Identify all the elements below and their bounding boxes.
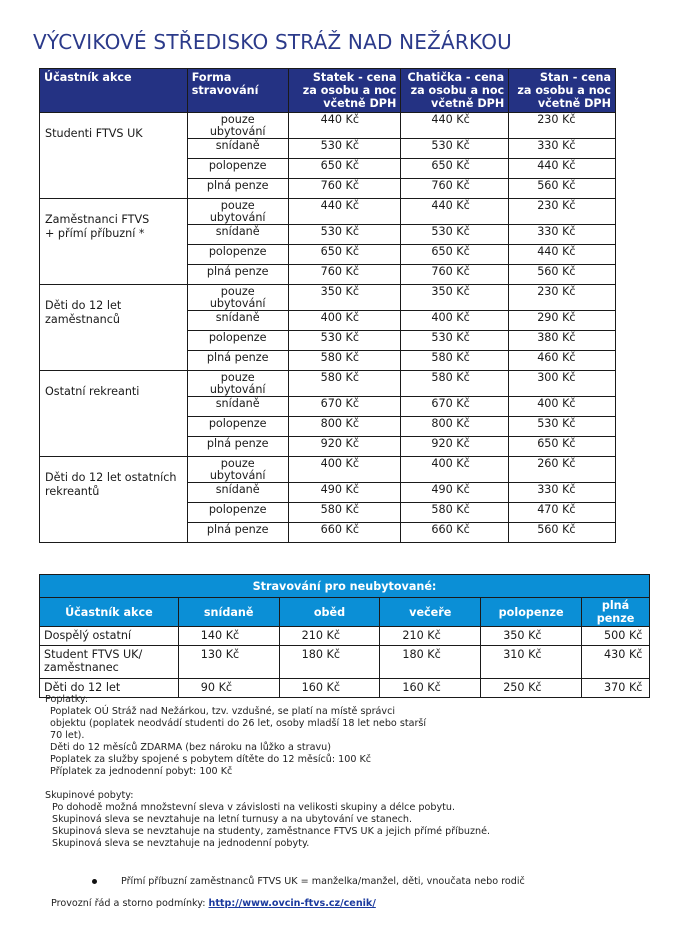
meal-form-cell: plná penze: [187, 523, 288, 543]
participant-cell: Studenti FTVS UK: [40, 113, 188, 199]
table-row: [40, 646, 650, 679]
statek-price-cell: 530 Kč: [288, 139, 401, 159]
meal-form-cell: polopenze: [187, 503, 288, 523]
participant-cell: Děti do 12 let: [40, 679, 179, 698]
fee-line: Příplatek za jednodenní pobyt: 100 Kč: [50, 766, 233, 777]
stan-price-cell: 230 Kč: [509, 285, 616, 311]
statek-price-cell: 440 Kč: [288, 199, 401, 225]
meal-form-cell: polopenze: [187, 417, 288, 437]
meal-form-cell: snídaně: [187, 139, 288, 159]
statek-price-cell: 580 Kč: [288, 503, 401, 523]
meals-header-cell: polopenze: [481, 598, 582, 627]
fee-line: Poplatek OÚ Stráž nad Nežárkou, tzv. vzdušné, se platí na místě správci: [50, 706, 396, 717]
meal-price-cell: 430 Kč: [582, 646, 650, 679]
statek-price-cell: 650 Kč: [288, 159, 401, 179]
statek-price-cell: 760 Kč: [288, 265, 401, 285]
table-row: [40, 371, 616, 397]
header-stan: Stan - cena za osobu a noc včetně DPH: [509, 69, 616, 113]
statek-price-cell: 670 Kč: [288, 397, 401, 417]
meal-price-cell: 160 Kč: [380, 679, 481, 698]
participant-cell: Student FTVS UK/ zaměstnanec: [40, 646, 179, 679]
meal-price-cell: 160 Kč: [279, 679, 380, 698]
meal-form-cell: plná penze: [187, 437, 288, 457]
stan-price-cell: 330 Kč: [509, 139, 616, 159]
fees-heading: Poplatky:: [45, 694, 89, 705]
chaticka-price-cell: 490 Kč: [401, 483, 509, 503]
chaticka-price-cell: 580 Kč: [401, 371, 509, 397]
chaticka-price-cell: 800 Kč: [401, 417, 509, 437]
statek-price-cell: 650 Kč: [288, 245, 401, 265]
page-title: VÝCVIKOVÉ STŘEDISKO STRÁŽ NAD NEŽÁRKOU: [33, 30, 513, 54]
meal-price-cell: 180 Kč: [380, 646, 481, 679]
fee-line: Poplatek za služby spojené s pobytem dítěte do 12 měsíců: 100 Kč: [50, 754, 372, 765]
meal-form-cell: pouze ubytování: [187, 285, 288, 311]
meals-header-cell: snídaně: [178, 598, 279, 627]
meal-price-cell: 350 Kč: [481, 627, 582, 646]
meal-form-cell: polopenze: [187, 245, 288, 265]
group-line: Po dohodě možná množstevní sleva v závislosti na velikosti skupiny a délce pobytu.: [52, 802, 456, 813]
chaticka-price-cell: 530 Kč: [401, 225, 509, 245]
group-line: Skupinová sleva se nevztahuje na jednodenní pobyty.: [52, 838, 310, 849]
fee-line: Děti do 12 měsíců ZDARMA (bez nároku na lůžko a stravu): [50, 742, 331, 753]
meal-price-cell: 250 Kč: [481, 679, 582, 698]
statek-price-cell: 660 Kč: [288, 523, 401, 543]
stan-price-cell: 330 Kč: [509, 483, 616, 503]
meal-form-cell: polopenze: [187, 159, 288, 179]
meal-price-cell: 180 Kč: [279, 646, 380, 679]
pricing-header-row: [40, 69, 616, 113]
stan-price-cell: 300 Kč: [509, 371, 616, 397]
chaticka-price-cell: 400 Kč: [401, 457, 509, 483]
table-row: [40, 113, 616, 139]
chaticka-price-cell: 580 Kč: [401, 351, 509, 371]
statek-price-cell: 920 Kč: [288, 437, 401, 457]
stan-price-cell: 560 Kč: [509, 179, 616, 199]
bullet-icon: [92, 879, 97, 884]
chaticka-price-cell: 760 Kč: [401, 179, 509, 199]
chaticka-price-cell: 760 Kč: [401, 265, 509, 285]
stan-price-cell: 440 Kč: [509, 245, 616, 265]
group-line: Skupinová sleva se nevztahuje na studenty, zaměstnance FTVS UK a jejich přímé příbuzné.: [52, 826, 491, 837]
stan-price-cell: 560 Kč: [509, 523, 616, 543]
chaticka-price-cell: 650 Kč: [401, 159, 509, 179]
stan-price-cell: 290 Kč: [509, 311, 616, 331]
meals-header-cell: plná penze: [582, 598, 650, 627]
meal-form-cell: plná penze: [187, 265, 288, 285]
stan-price-cell: 330 Kč: [509, 225, 616, 245]
meals-header-row: [40, 598, 650, 627]
meal-price-cell: 500 Kč: [582, 627, 650, 646]
meals-table: [39, 574, 650, 698]
meal-form-cell: snídaně: [187, 311, 288, 331]
participant-cell: Děti do 12 let zaměstnanců: [40, 285, 188, 371]
meal-price-cell: 210 Kč: [380, 627, 481, 646]
footer-label: Provozní řád a storno podmínky:: [51, 898, 209, 909]
meal-price-cell: 140 Kč: [178, 627, 279, 646]
table-row: [40, 627, 650, 646]
relatives-note: [92, 876, 525, 887]
statek-price-cell: 400 Kč: [288, 311, 401, 331]
meal-price-cell: 310 Kč: [481, 646, 582, 679]
chaticka-price-cell: 350 Kč: [401, 285, 509, 311]
table-row: [40, 285, 616, 311]
header-meal-form: Forma stravování: [187, 69, 288, 113]
meal-form-cell: polopenze: [187, 331, 288, 351]
stan-price-cell: 530 Kč: [509, 417, 616, 437]
meal-form-cell: snídaně: [187, 483, 288, 503]
meals-header-cell: večeře: [380, 598, 481, 627]
stan-price-cell: 440 Kč: [509, 159, 616, 179]
stan-price-cell: 230 Kč: [509, 113, 616, 139]
chaticka-price-cell: 920 Kč: [401, 437, 509, 457]
statek-price-cell: 760 Kč: [288, 179, 401, 199]
notes: [45, 694, 490, 850]
chaticka-price-cell: 670 Kč: [401, 397, 509, 417]
statek-price-cell: 530 Kč: [288, 331, 401, 351]
group-line: Skupinová sleva se nevztahuje na letní turnusy a na ubytování ve stanech.: [52, 814, 413, 825]
header-chaticka: Chatička - cena za osobu a noc včetně DPH: [401, 69, 509, 113]
meal-price-cell: 130 Kč: [178, 646, 279, 679]
statek-price-cell: 440 Kč: [288, 113, 401, 139]
table-row: [40, 457, 616, 483]
stan-price-cell: 470 Kč: [509, 503, 616, 523]
meal-form-cell: pouze ubytování: [187, 457, 288, 483]
meal-form-cell: pouze ubytování: [187, 113, 288, 139]
chaticka-price-cell: 440 Kč: [401, 199, 509, 225]
meal-price-cell: 370 Kč: [582, 679, 650, 698]
statek-price-cell: 530 Kč: [288, 225, 401, 245]
header-participant: Účastník akce: [40, 69, 188, 113]
fee-line: objektu (poplatek neodvádí studenti do 26 let, osoby mladší 18 let nebo starší: [50, 718, 427, 729]
participant-cell: Ostatní rekreanti: [40, 371, 188, 457]
chaticka-price-cell: 660 Kč: [401, 523, 509, 543]
statek-price-cell: 580 Kč: [288, 371, 401, 397]
chaticka-price-cell: 440 Kč: [401, 113, 509, 139]
participant-cell: Děti do 12 let ostatních rekreantů: [40, 457, 188, 543]
statek-price-cell: 350 Kč: [288, 285, 401, 311]
statek-price-cell: 400 Kč: [288, 457, 401, 483]
chaticka-price-cell: 530 Kč: [401, 139, 509, 159]
stan-price-cell: 400 Kč: [509, 397, 616, 417]
fee-line: 70 let).: [50, 730, 85, 741]
chaticka-price-cell: 650 Kč: [401, 245, 509, 265]
stan-price-cell: 260 Kč: [509, 457, 616, 483]
participant-cell: Zaměstnanci FTVS + přímí příbuzní *: [40, 199, 188, 285]
table-row: [40, 199, 616, 225]
stan-price-cell: 560 Kč: [509, 265, 616, 285]
meal-price-cell: 90 Kč: [178, 679, 279, 698]
stan-price-cell: 230 Kč: [509, 199, 616, 225]
stan-price-cell: 650 Kč: [509, 437, 616, 457]
meal-form-cell: plná penze: [187, 179, 288, 199]
chaticka-price-cell: 580 Kč: [401, 503, 509, 523]
footer: [51, 898, 376, 909]
statek-price-cell: 490 Kč: [288, 483, 401, 503]
meals-table-caption: Stravování pro neubytované:: [40, 575, 650, 598]
pricing-table: [39, 68, 616, 543]
stan-price-cell: 380 Kč: [509, 331, 616, 351]
statek-price-cell: 800 Kč: [288, 417, 401, 437]
meal-form-cell: snídaně: [187, 225, 288, 245]
meal-form-cell: snídaně: [187, 397, 288, 417]
meal-form-cell: pouze ubytování: [187, 199, 288, 225]
chaticka-price-cell: 530 Kč: [401, 331, 509, 351]
participant-cell: Dospělý ostatní: [40, 627, 179, 646]
meal-form-cell: pouze ubytování: [187, 371, 288, 397]
header-statek: Statek - cena za osobu a noc včetně DPH: [288, 69, 401, 113]
meals-header-cell: oběd: [279, 598, 380, 627]
meal-price-cell: 210 Kč: [279, 627, 380, 646]
statek-price-cell: 580 Kč: [288, 351, 401, 371]
group-heading: Skupinové pobyty:: [45, 790, 134, 801]
relatives-note-text: Přímí příbuzní zaměstnanců FTVS UK = manželka/manžel, děti, vnoučata nebo rodič: [121, 876, 525, 887]
stan-price-cell: 460 Kč: [509, 351, 616, 371]
meals-header-cell: Účastník akce: [40, 598, 179, 627]
chaticka-price-cell: 400 Kč: [401, 311, 509, 331]
terms-link[interactable]: http://www.ovcin-ftvs.cz/cenik/: [208, 898, 376, 909]
meal-form-cell: plná penze: [187, 351, 288, 371]
